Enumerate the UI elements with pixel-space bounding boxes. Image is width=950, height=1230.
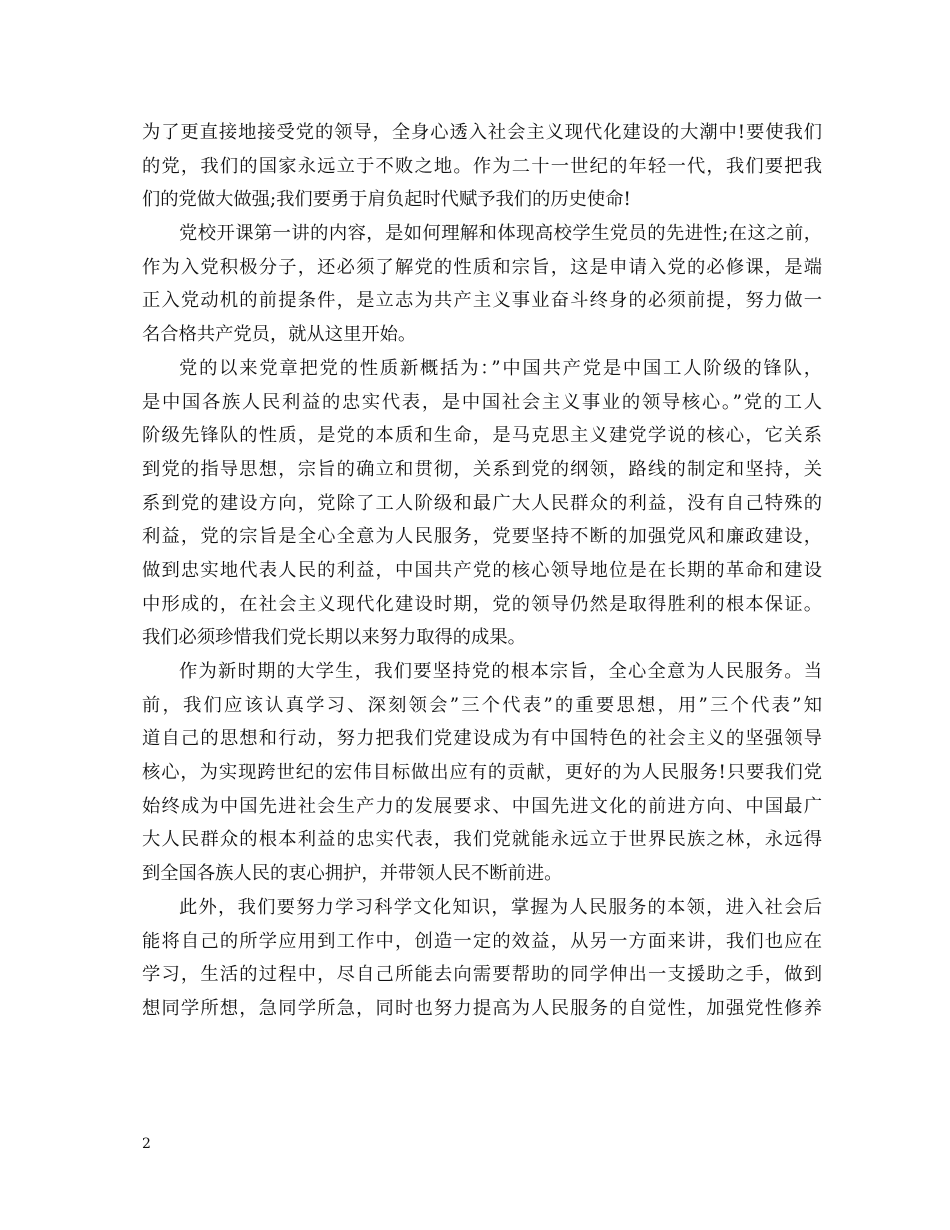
text-line: 是中国各族人民利益的忠实代表，是中国社会主义事业的领导核心。”党的工人 xyxy=(142,391,822,413)
text-line: 们的党做大做强;我们要勇于肩负起时代赋予我们的历史使命! xyxy=(142,189,631,211)
paragraph xyxy=(142,655,822,891)
page-number: 2 xyxy=(142,1136,151,1152)
paragraph xyxy=(142,217,822,352)
text-line: 此外，我们要努力学习科学文化知识，掌握为人民服务的本领，进入社会后 xyxy=(179,896,822,918)
text-line: 始终成为中国先进社会生产力的发展要求、中国先进文化的前进方向、中国最广 xyxy=(142,795,822,817)
text-line: 做到忠实地代表人民的利益，中国共产党的核心领导地位是在长期的革命和建设 xyxy=(142,559,822,581)
text-line: 作为新时期的大学生，我们要坚持党的根本宗旨，全心全意为人民服务。当 xyxy=(179,661,822,682)
text-line: 我们必须珍惜我们党长期以来努力取得的成果。 xyxy=(142,627,526,649)
text-line: 的党，我们的国家永远立于不败之地。作为二十一世纪的年轻一代，我们要把我 xyxy=(142,155,822,177)
text-line: 正入党动机的前提条件，是立志为共产主义事业奋斗终身的必须前提，努力做一 xyxy=(142,290,822,312)
text-line: 系到党的建设方向，党除了工人阶级和最广大人民群众的利益，没有自己特殊的 xyxy=(142,492,822,514)
text-line: 为了更直接地接受党的领导，全身心透入社会主义现代化建设的大潮中!要使我们 xyxy=(142,122,822,143)
text-line: 大人民群众的根本利益的忠实代表，我们党就能永远立于世界民族之林，永远得 xyxy=(142,829,822,851)
text-line: 学习，生活的过程中，尽自己所能去向需要帮助的同学伸出一支援助之手，做到 xyxy=(142,964,822,986)
paragraph xyxy=(142,352,822,655)
text-line: 道自己的思想和行动，努力把我们党建设成为有中国特色的社会主义的坚强领导 xyxy=(142,728,822,750)
text-line: 党的以来党章把党的性质新概括为：”中国共产党是中国工人阶级的锋队， xyxy=(179,357,822,379)
paragraph xyxy=(142,891,822,1026)
text-line: 阶级先锋队的性质，是党的本质和生命，是马克思主义建党学说的核心，它关系 xyxy=(142,425,822,447)
text-line: 能将自己的所学应用到工作中，创造一定的效益，从另一方面来讲，我们也应在 xyxy=(142,930,822,952)
text-line: 到党的指导思想，宗旨的确立和贯彻，关系到党的纲领，路线的制定和坚持，关 xyxy=(142,458,822,480)
text-line: 作为入党积极分子，还必须了解党的性质和宗旨，这是申请入党的必修课，是端 xyxy=(142,256,822,278)
paragraph xyxy=(142,116,822,217)
text-line: 想同学所想，急同学所急，同时也努力提高为人民服务的自觉性，加强党性修养 xyxy=(142,997,822,1019)
text-line: 中形成的，在社会主义现代化建设时期，党的领导仍然是取得胜利的根本保证。 xyxy=(142,593,822,615)
text-line: 核心，为实现跨世纪的宏伟目标做出应有的贡献，更好的为人民服务!只要我们党 xyxy=(142,762,822,784)
text-line: 名合格共产党员，就从这里开始。 xyxy=(142,324,417,346)
text-line: 到全国各族人民的衷心拥护，并带领人民不断前进。 xyxy=(142,863,563,885)
text-line: 利益，党的宗旨是全心全意为人民服务，党要坚持不断的加强党风和廉政建设， xyxy=(142,526,822,548)
text-line: 党校开课第一讲的内容，是如何理解和体现高校学生党员的先进性;在这之前， xyxy=(179,223,822,245)
text-line: 前，我们应该认真学习、深刻领会”三个代表”的重要思想，用”三个代表”知 xyxy=(142,694,822,716)
body-text xyxy=(142,116,822,1026)
